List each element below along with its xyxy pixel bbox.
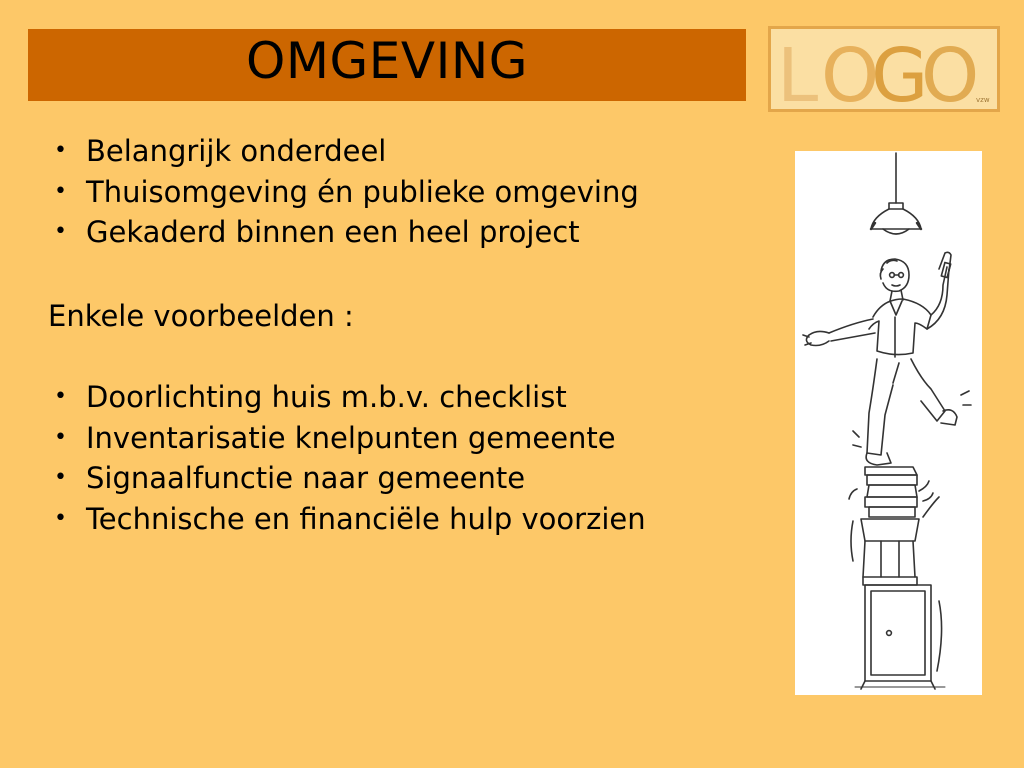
cabinet <box>855 585 945 689</box>
slide-title: OMGEVING <box>246 32 528 90</box>
person-icon <box>803 252 971 465</box>
bullet-text: Inventarisatie knelpunten gemeente <box>86 421 616 455</box>
bullet-symbol: • <box>54 506 67 531</box>
bullet-text: Belangrijk onderdeel <box>86 134 387 168</box>
bullet-text: Thuisomgeving én publieke omgeving <box>86 175 639 209</box>
bullet-symbol: • <box>54 219 67 244</box>
logo-letter-o2: O <box>921 33 980 109</box>
bullet-text: Gekaderd binnen een heel project <box>86 215 580 249</box>
illustration <box>795 151 982 695</box>
stacked-boxes <box>849 467 939 585</box>
logo-suffix: vzw <box>976 96 990 104</box>
climbing-man-illustration <box>795 151 982 695</box>
bullet-symbol: • <box>54 384 67 409</box>
subheading-text: Enkele voorbeelden : <box>48 299 354 333</box>
bullet-symbol: • <box>54 179 67 204</box>
bullet-symbol: • <box>54 425 67 450</box>
bullet-text: Doorlichting huis m.b.v. checklist <box>86 380 567 414</box>
logo <box>768 26 1000 112</box>
bullet-text: Technische en financiële hulp voorzien <box>86 502 646 536</box>
bullet-symbol: • <box>54 138 67 163</box>
logo-graphic <box>771 29 997 109</box>
logo-letter-l: L <box>777 33 819 109</box>
logo-letter-o1: O <box>821 33 880 109</box>
bullet-text: Signaalfunctie naar gemeente <box>86 461 526 495</box>
bullet-symbol: • <box>54 465 67 490</box>
logo-letter-g: G <box>871 33 929 109</box>
lamp-icon <box>871 153 921 234</box>
